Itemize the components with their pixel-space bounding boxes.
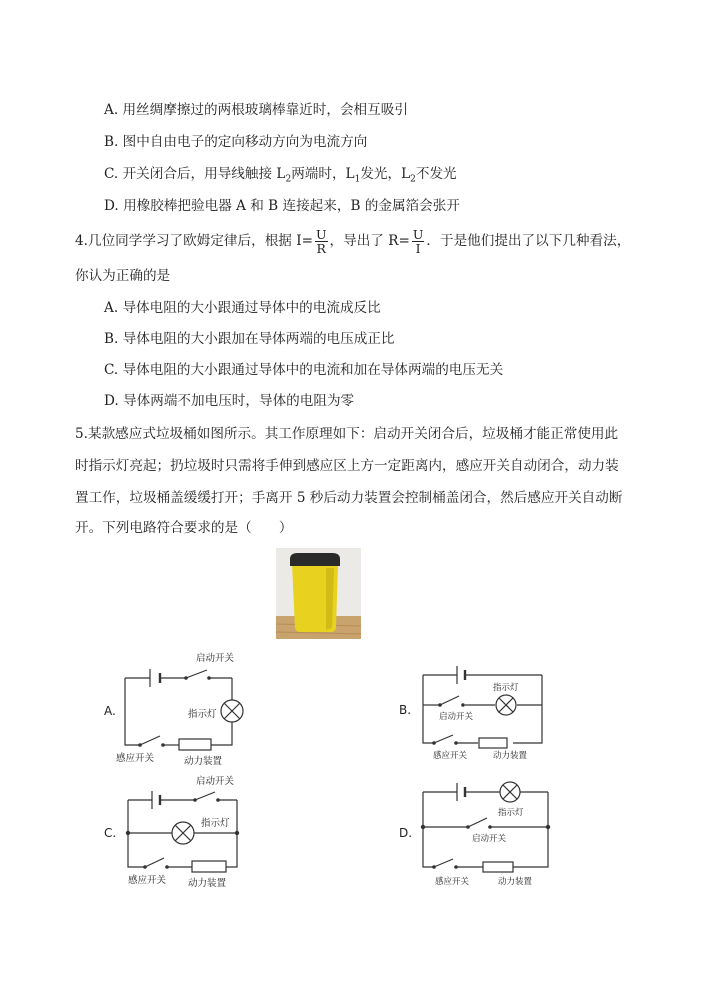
q4-option-c: C. 导体电阻的大小跟通过导体中的电流和加在导体两端的电压无关 bbox=[104, 362, 504, 378]
q5-stem-line3: 置工作，垃圾桶盖缓缓打开；手离开 5 秒后动力装置会控制桶盖闭合，然后感应开关自动断 bbox=[75, 490, 623, 506]
circuit-a-lamp bbox=[221, 700, 243, 722]
circuit-b-lamp-label: 指示灯 bbox=[493, 683, 519, 693]
circuit-d-label: D. bbox=[399, 826, 413, 840]
q3-option-a: A. 用丝绸摩擦过的两根玻璃棒靠近时，会相互吸引 bbox=[104, 102, 408, 118]
circuit-c-lamp-label: 指示灯 bbox=[201, 818, 230, 829]
q4-option-d: D. 导体两端不加电压时，导体的电阻为零 bbox=[104, 393, 355, 409]
circuit-a-sensor-label: 感应开关 bbox=[116, 753, 155, 764]
q3-option-c: C. 开关闭合后，用导线触接 $L_2$两端时，$L_1$发光，$L_2$不发光 bbox=[104, 166, 457, 185]
circuit-c-start-switch-label: 启动开关 bbox=[196, 776, 235, 787]
circuit-c-label: C. bbox=[104, 826, 117, 840]
circuit-d-sensor-label: 感应开关 bbox=[435, 877, 470, 887]
circuit-a-label: A. bbox=[104, 704, 116, 718]
circuit-c bbox=[100, 772, 260, 892]
q3-option-b: B. 图中自由电子的定向移动方向为电流方向 bbox=[104, 134, 368, 150]
circuit-b-battery bbox=[457, 666, 465, 684]
circuit-c-lamp bbox=[172, 822, 194, 844]
circuit-a-start-switch bbox=[184, 670, 232, 680]
q3-option-d: D. 用橡胶棒把验电器 A 和 B 连接起来，B 的金属箔会张开 bbox=[104, 198, 460, 214]
circuit-a-motor-label: 动力装置 bbox=[184, 756, 223, 767]
circuit-d-lamp-label: 指示灯 bbox=[498, 808, 524, 818]
circuit-b-lamp bbox=[496, 695, 516, 715]
q5-stem-line4: 开。下列电路符合要求的是（ ） bbox=[75, 520, 293, 536]
circuit-a-battery bbox=[150, 669, 160, 687]
circuit-a-lamp-label: 指示灯 bbox=[188, 709, 217, 720]
circuit-d-lamp bbox=[500, 782, 520, 802]
circuit-b-motor bbox=[479, 738, 507, 748]
circuit-b-motor-label: 动力装置 bbox=[493, 751, 528, 761]
trash-bin-photo bbox=[276, 548, 361, 639]
circuit-c-sensor-switch bbox=[143, 858, 169, 869]
q5-stem-line1: 5.某款感应式垃圾桶如图所示。其工作原理如下：启动开关闭合后，垃圾桶才能正常使用此 bbox=[75, 426, 619, 442]
circuit-b-sensor-switch bbox=[432, 735, 458, 745]
circuit-c-motor bbox=[192, 861, 226, 872]
circuit-d-start-switch bbox=[466, 818, 492, 829]
circuit-d-sensor-switch bbox=[432, 859, 458, 869]
circuit-b-start-switch bbox=[438, 696, 465, 707]
circuit-d-motor-label: 动力装置 bbox=[498, 877, 533, 887]
circuit-a bbox=[98, 650, 258, 770]
circuit-c-start-switch bbox=[193, 792, 237, 802]
circuit-b-sensor-label: 感应开关 bbox=[433, 751, 468, 761]
circuit-c-battery bbox=[152, 791, 160, 809]
circuit-d-battery bbox=[457, 783, 465, 801]
circuit-b bbox=[395, 655, 555, 770]
q4-stem: 4.几位同学学习了欧姆定律后，根据 I= $\frac{U}{R}$ ，导出了 R= $\frac{U}{I}$ ．于是他们提出了以下几种看法， bbox=[75, 227, 631, 256]
q4-stem-line2: 你认为正确的是 bbox=[75, 268, 171, 284]
ohm-fraction-2: $\frac{U}{I}$ bbox=[412, 227, 424, 256]
ohm-fraction-1: $\frac{U}{R}$ bbox=[315, 227, 327, 256]
circuit-a-motor bbox=[179, 739, 211, 750]
circuit-d-start-switch-label: 启动开关 bbox=[472, 834, 507, 844]
circuit-d-motor bbox=[483, 862, 513, 872]
circuit-b-start-switch-label: 启动开关 bbox=[439, 712, 474, 722]
circuit-c-motor-label: 动力装置 bbox=[188, 878, 227, 889]
circuit-a-sensor-switch bbox=[138, 736, 165, 747]
q5-stem-line2: 时指示灯亮起；扔垃圾时只需将手伸到感应区上方一定距离内，感应开关自动闭合，动力装 bbox=[75, 458, 619, 474]
circuit-d bbox=[395, 772, 560, 892]
circuit-c-sensor-label: 感应开关 bbox=[128, 875, 167, 886]
circuit-a-start-switch-label: 启动开关 bbox=[196, 653, 235, 664]
q4-option-b: B. 导体电阻的大小跟加在导体两端的电压成正比 bbox=[104, 331, 395, 347]
circuit-b-label: B. bbox=[399, 703, 412, 717]
q4-option-a: A. 导体电阻的大小跟通过导体中的电流成反比 bbox=[104, 300, 381, 316]
